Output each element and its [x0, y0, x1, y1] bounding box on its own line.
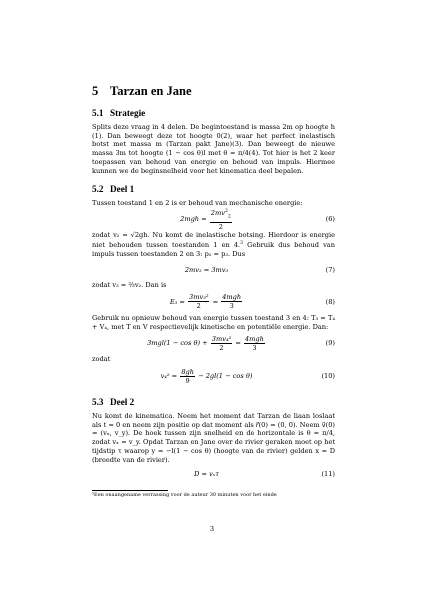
eq6-lhs: 2mgh = [180, 215, 207, 224]
subsection-title: Deel 1 [110, 184, 135, 195]
eq6-fraction: $\frac{2mv^2_2}{2}$ [210, 209, 231, 231]
section-title: Tarzan en Jane [110, 84, 192, 98]
paragraph-energy-intro: Tussen toestand 1 en 2 is er behoud van mechanische energie: [92, 199, 303, 208]
eq10-number: (10) [321, 372, 335, 381]
eq8-numerator-1: 3mv₃² [189, 293, 209, 302]
para3-text-a: zodat v₂ = √2gh. Nu komt de inelastische botsing. Hierdoor is energie niet behouden tussen toestanden 1 en 4. [92, 230, 335, 249]
eq9-fraction-2 [244, 335, 265, 352]
eq8-denominator-2: 3 [229, 302, 234, 311]
equation-8 [92, 290, 335, 314]
eq6-number: (6) [325, 215, 335, 224]
paragraph-kinematics: Nu komt de kinematica. Neem het moment dat Tarzan de liaan loslaat als t = 0 en neem zijn positie op dat moment als r⃗(0) = (0, 0). Neem v⃗(0) = (vₓ, v_y). De hoek tussen zijn snelheid en de horizontale is θ = π/4, zodat vₓ = v_y. Opdat Tarzan en Jane over de rivier geraken moet op het tijdstip τ waarop y = −l(1 − cos θ) (hoogte van de rivier) gelden x = D (breedte van de rivier). [92, 412, 335, 464]
subsection-heading-strategie [92, 108, 335, 118]
paragraph-collision [92, 231, 335, 258]
subsection-heading-deel1 [92, 184, 335, 194]
page-content [92, 84, 335, 499]
eq9-numerator-1: 3mv₄² [211, 334, 232, 343]
eq9-equals: = [235, 339, 241, 348]
eq6-denominator: 2 [218, 222, 223, 231]
eq9-fraction-1 [211, 335, 232, 352]
equation-10 [92, 364, 335, 388]
eq10-denominator: 9 [185, 376, 190, 385]
subsection-number: 5.1 [92, 108, 104, 118]
section-number: 5 [92, 84, 99, 98]
eq9-number: (9) [325, 339, 335, 348]
eq8-equals: = [212, 297, 219, 306]
footnote-rule [92, 490, 168, 491]
subsection-number: 5.2 [92, 184, 104, 195]
eq10-numerator: 8gh [181, 367, 194, 376]
eq11-number: (11) [321, 470, 335, 479]
subsection-title: Strategie [110, 108, 146, 118]
paragraph-strategy: Splits deze vraag in 4 delen. De begintoestand is massa 2m op hoogte h (1). Dan beweegt deze tot hoogte 0(2), waar het perfect inelastisch botst met massa m (Tarzan pakt Jane)(3). Dan beweegt de nieuwe massa 3m tot hoogte (1 − cos θ)l met θ = π/4(4). Tot hier is het 2 keer toepassen van behoud van energie en behoud van impuls. Hiermee kunnen we de beginsnelheid voor het kinematica deel bepalen. [92, 123, 335, 175]
eq10-rhs: − 2gl(1 − cos θ) [198, 372, 253, 381]
equation-9 [92, 331, 335, 355]
eq9-denominator-1: 2 [219, 343, 224, 352]
equation-6 [92, 208, 335, 231]
eq10-fraction [180, 368, 195, 385]
eq8-numerator-2: 4mgh [222, 293, 242, 302]
eq9-numerator-2: 4mgh [244, 334, 264, 343]
eq9-denominator-2: 3 [252, 343, 257, 352]
page-number: 3 [209, 525, 215, 533]
equation-7 [92, 258, 335, 281]
eq8-number: (8) [325, 297, 335, 306]
paragraph-v3: zodat v₃ = ⅔v₂. Dan is [92, 281, 167, 290]
eq8-fraction-1 [188, 293, 209, 310]
eq6-numerator: 2mv [210, 209, 225, 218]
eq7-body: 2mv₂ = 3mv₃ [184, 265, 229, 274]
eq10-lhs: v₄² = [160, 372, 178, 381]
subsection-number: 5.3 [92, 397, 104, 408]
eq9-lhs: 3mgl(1 − cos θ) + [147, 339, 208, 348]
eq7-number: (7) [325, 265, 335, 274]
paragraph-zodat: zodat [92, 355, 111, 364]
subsection-title: Deel 2 [110, 397, 135, 408]
paragraph-energy-again: Gebruik nu opnieuw behoud van energie tussen toestand 3 en 4: T₃ = T₄ + V₄, met T en V respectievelijk kinetische en potentiële energie. Dan: [92, 313, 335, 331]
para3-text-b: Gebruik dus behoud van impuls tussen toestanden 2 en 3: p₂ = p₃. Dus [92, 240, 335, 258]
eq8-fraction-2 [221, 293, 242, 310]
eq8-denominator-1: 2 [196, 302, 201, 311]
equation-11 [92, 464, 335, 484]
eq8-lhs: E₃ = [169, 297, 185, 306]
section-heading [92, 84, 335, 99]
footnote-marker: 3 [240, 240, 244, 246]
subsection-heading-deel2 [92, 397, 335, 407]
footnote: ³Een onaangename verrassing voor de auteur 30 minuten voor het einde [92, 492, 277, 499]
eq11-body: D = vₓτ [194, 470, 219, 479]
